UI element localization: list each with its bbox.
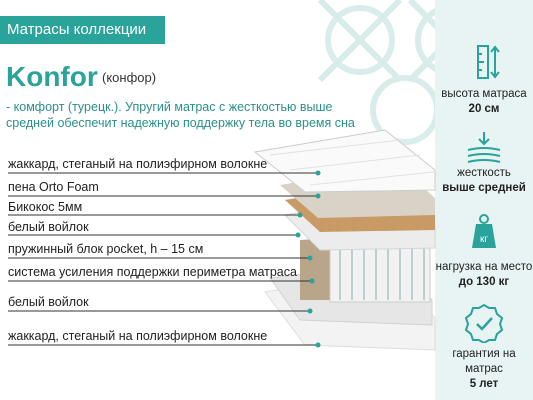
layer-label: Бикокос 5мм (8, 200, 83, 214)
feature-load (435, 260, 533, 290)
feature-warranty (435, 347, 533, 392)
feature-firmness (435, 166, 533, 196)
firmness-icon (462, 130, 506, 170)
feature-value: выше средней (442, 182, 526, 194)
collection-header: Матрасы коллекции (0, 16, 165, 44)
product-pronunciation: (конфор) (102, 70, 157, 85)
feature-value: 20 см (468, 103, 500, 115)
layer-label: жаккард, стеганый на полиэфирном волокне (8, 329, 268, 343)
product-description: - комфорт (турецк.). Упругий матрас с жесткостью выше средней обеспечит надежную поддержку тела во время сна (6, 100, 355, 130)
feature-label: высота матраса (441, 88, 527, 100)
layer-label: пружинный блок pocket, h – 15 см (8, 242, 204, 256)
feature-value: до 130 кг (458, 276, 510, 288)
height-ruler-icon (462, 42, 506, 82)
warranty-badge-icon (462, 303, 506, 343)
feature-label: гарантия на матрас (452, 348, 516, 375)
layer-label: белый войлок (8, 220, 89, 234)
feature-value: 5 лет (469, 378, 499, 390)
weight-icon-label: кг (479, 234, 489, 245)
feature-height (435, 87, 533, 117)
layer-label: белый войлок (8, 295, 89, 309)
feature-label: нагрузка на место (435, 261, 533, 273)
layer-label: система усиления поддержки периметра матраса (8, 265, 297, 279)
feature-label: жесткость (457, 167, 511, 179)
weight-icon (462, 212, 506, 252)
layer-label: пена Orto Foam (8, 180, 99, 194)
layer-label: жаккард, стеганый на полиэфирном волокне (8, 157, 268, 171)
product-title: Konfor (6, 61, 98, 92)
